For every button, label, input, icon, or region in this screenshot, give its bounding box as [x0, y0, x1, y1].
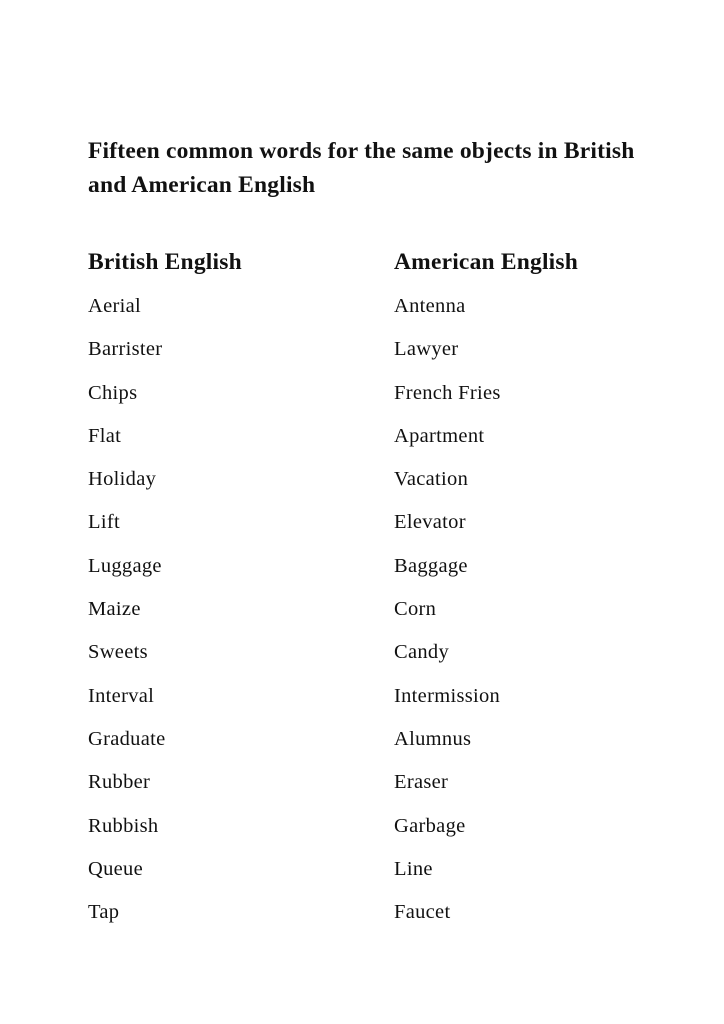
column-header-american: American English — [394, 249, 579, 275]
british-word: Aerial — [88, 295, 142, 317]
american-word: Corn — [394, 598, 437, 621]
table-row — [88, 463, 648, 506]
table-header-row — [88, 246, 648, 290]
table-row — [88, 333, 648, 376]
table-row — [88, 680, 648, 723]
american-word: Elevator — [394, 511, 466, 534]
table-row — [88, 853, 648, 896]
british-word: Holiday — [88, 468, 157, 491]
word-comparison-table — [88, 246, 648, 939]
british-word: Graduate — [88, 727, 166, 750]
american-word: Garbage — [394, 814, 466, 837]
table-row — [88, 377, 648, 420]
american-word: Intermission — [394, 684, 501, 707]
table-row — [88, 636, 648, 679]
table-row — [88, 593, 648, 636]
page-title: Fifteen common words for the same objects in British and American English — [88, 138, 635, 198]
american-word: Antenna — [394, 295, 466, 317]
table-row — [88, 550, 648, 593]
british-word: Flat — [88, 424, 122, 447]
british-word: Chips — [88, 381, 138, 404]
american-word: Faucet — [394, 901, 451, 924]
american-word: Baggage — [394, 554, 468, 577]
american-word: Line — [394, 857, 433, 880]
british-word: Tap — [88, 901, 120, 924]
american-word: Lawyer — [394, 338, 459, 361]
table-row — [88, 810, 648, 853]
table-row — [88, 723, 648, 766]
table-row — [88, 766, 648, 809]
column-header-british: British English — [88, 249, 242, 275]
table-row — [88, 506, 648, 549]
british-word: Maize — [88, 598, 141, 621]
table-row — [88, 896, 648, 939]
british-word: Lift — [88, 511, 120, 534]
american-word: Apartment — [394, 424, 485, 447]
british-word: Sweets — [88, 641, 148, 664]
american-word: Candy — [394, 641, 450, 664]
british-word: Interval — [88, 684, 155, 707]
british-word: Barrister — [88, 338, 163, 361]
british-word: Rubber — [88, 771, 151, 794]
american-word: Alumnus — [394, 727, 472, 750]
american-word: Eraser — [394, 771, 449, 794]
british-word: Queue — [88, 857, 144, 880]
american-word: Vacation — [394, 468, 469, 491]
table-row — [88, 420, 648, 463]
american-word: French Fries — [394, 381, 501, 404]
british-word: Rubbish — [88, 814, 159, 837]
table-row — [88, 290, 648, 333]
british-word: Luggage — [88, 554, 162, 577]
